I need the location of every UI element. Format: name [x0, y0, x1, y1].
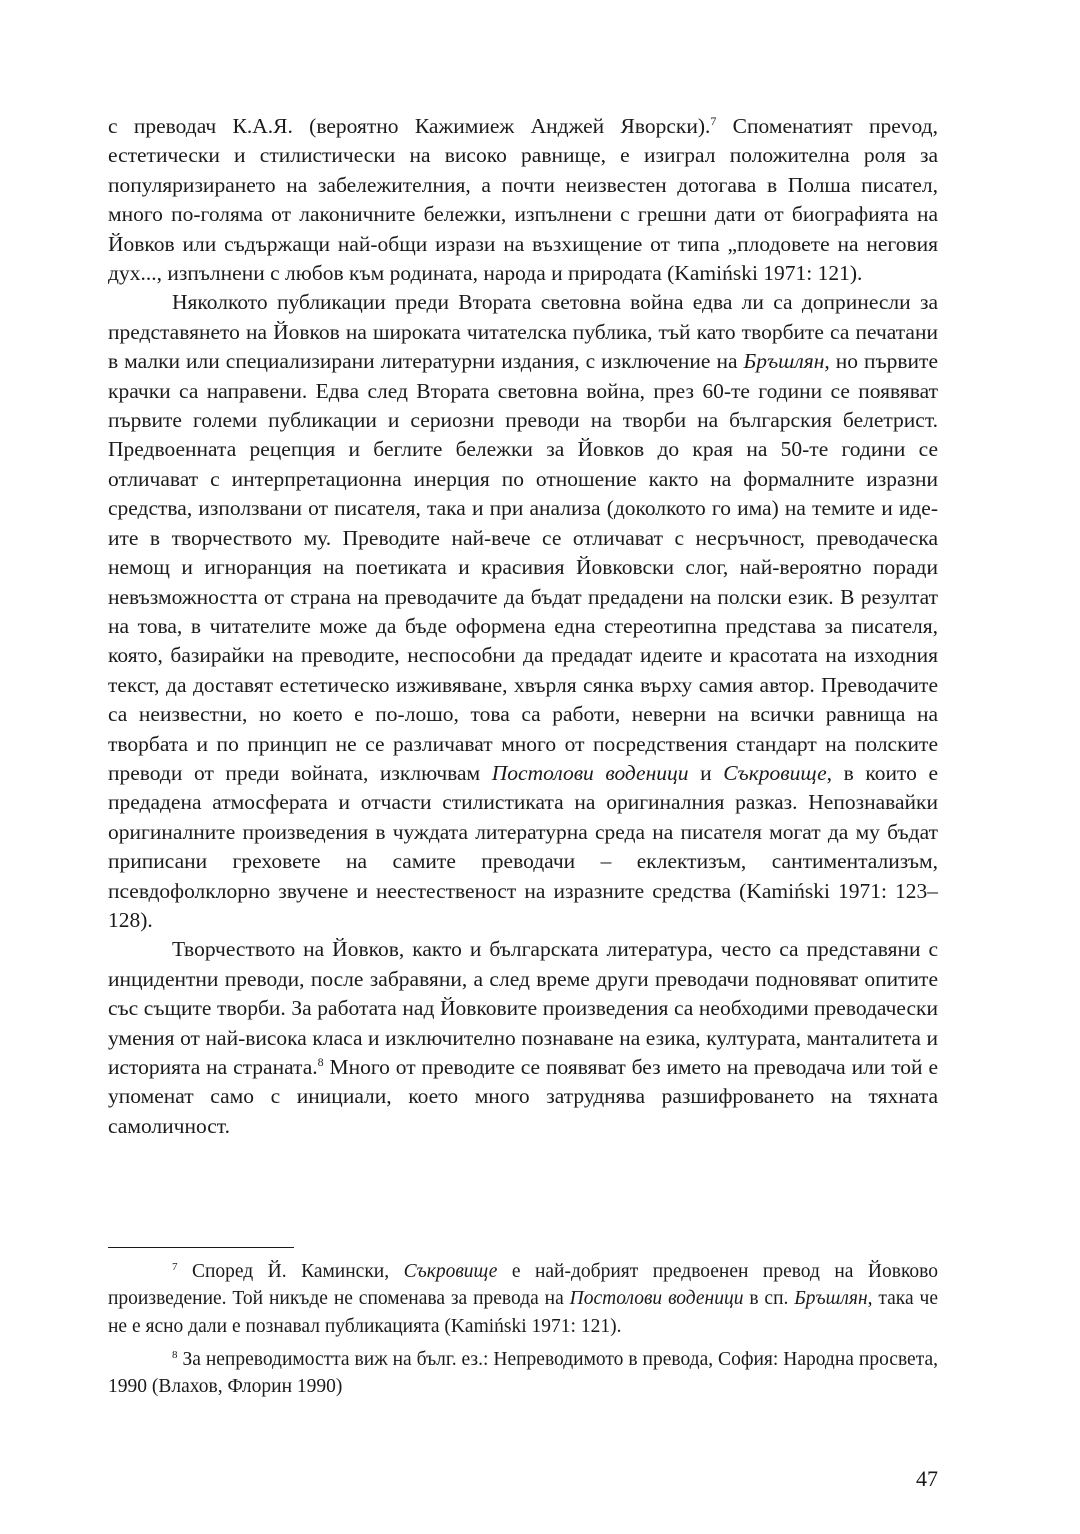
- footnote-reference: 7: [710, 114, 717, 128]
- footnote: [108, 1346, 938, 1401]
- text-run: с преводач К.А.Я. (вероятно Кажимиеж Анджей Яворски).: [108, 114, 711, 138]
- footnote: [108, 1258, 938, 1340]
- text-run: , така че не е ясно дали е познавал публикацията (Kamiński 1971: 121).: [108, 1288, 938, 1337]
- text-run: и: [688, 760, 724, 785]
- text-run: , но първите крачки са направени. Едва след Втората световна война, през 60-те години се появяват първите големи публикации и сериозни преводи на творби на българския белетрист. Предвоенната рецепция и беглите бележки за Йовков до края на 50-те години се отличават с интерпретационна инерция по отношение както на формалните изразни средства, използвани от писателя, така и при анализа (доколкото го има) на темите и идеите в творчеството му. Преводите най-вече се отличават с несръчност, преводаческа немощ и игноранция на поетиката и красивия Йовковски слог, най-вероятно поради невъзможността от страна на преводачите да бъдат предадени на полски език. В резултат на това, в читателите може да бъде оформена една стереотипна представа за писателя, която, базирайки на преводите, неспособни да предадат идеите и красотата на изходния текст, да доставят естетическо изживяване, хвърля сянка върху самия автор. Преводачите са неизвестни, но което е по-лошо, това са работи, неверни на всички равнища на творбата и по принцип не се различават много от посредствения стандарт на полските преводи от преди войната, изключвам: [108, 349, 938, 785]
- text-run: , в които е предадена атмосферата и отчасти стилистиката на оригиналния разказ. Непознавайки оригиналните произведения в чуждата литературна среда на писателя могат да му бъдат приписани греховете на самите преводачи – еклектизъм, сантиментализъм, псевдофолклорно звучене и неестественост на изразните средства (Kamiński 1971: 123–128).: [108, 760, 938, 932]
- text-run: е най-добрият предвоенен превод на Йовково произведение. Той никъде не споменава за превода на: [108, 1261, 939, 1310]
- italic-title: Бръшлян: [794, 1288, 868, 1310]
- italic-title: Бръшлян: [743, 349, 825, 374]
- italic-title: Съкровище: [723, 760, 827, 785]
- text-run: Много от преводите се появяват без името на преводача или той е упоменат само с инициали, което много затруднява разшифроването на тяхната самоличност.: [108, 1055, 938, 1138]
- text-run: Според Й. Камински,: [177, 1261, 404, 1282]
- text-run: Творчеството на Йовков, както и българската литература, често са представяни с инцидентни преводи, после забравяни, а след време други преводачи подновяват опитите със същите творби. За работата над Йовковите произведения са необходими преводачески умения от най-висока класа и изключително познаване на езика, културата, манталитета и историята на страната.: [108, 937, 938, 1079]
- footnotes: [108, 1258, 938, 1406]
- italic-title: Постолови воденици: [569, 1288, 744, 1310]
- text-run: в сп.: [743, 1288, 795, 1310]
- footnote-reference: 8: [172, 1348, 178, 1361]
- italic-title: Постолови воденици: [491, 760, 689, 785]
- body-text: [108, 112, 938, 1141]
- text-run: Няколкото публикации преди Втората световна война едва ли са допринесли за представянето на Йовков на широката читателска публика, тъй като творбите са печатани в малки или специализирани литературни издания, с изключение на: [108, 290, 938, 374]
- page-number: 47: [916, 1466, 938, 1491]
- footnote-separator: [108, 1247, 294, 1248]
- footnote-reference: 8: [317, 1055, 324, 1069]
- paragraph: [108, 935, 938, 1141]
- paragraph: [108, 288, 938, 935]
- text-run: За непреводимостта виж на бълг. ез.: Непреводимото в превода, София: Народна просвета, 1990 (Влахов, Флорин 1990): [108, 1348, 938, 1398]
- text-run: Споменатият преvод, естетически и стилистически на високо равнище, е изиграл положителна роля за популяризирането на забележителния, а почти неизвестен дотогава в Полша писател, много по-голяма от лаконичните бележки, изпълнени с грешни дати от биографията на Йовков или съдържащи най-общи изрази на възхищение от типа „плодовете на неговия дух..., изпълнени с любов към родината, народа и природата (Kamiński 1971: 121).: [108, 114, 938, 286]
- paragraph: [108, 112, 938, 288]
- italic-title: Съкровище: [403, 1261, 498, 1282]
- footnote-reference: 7: [172, 1261, 178, 1273]
